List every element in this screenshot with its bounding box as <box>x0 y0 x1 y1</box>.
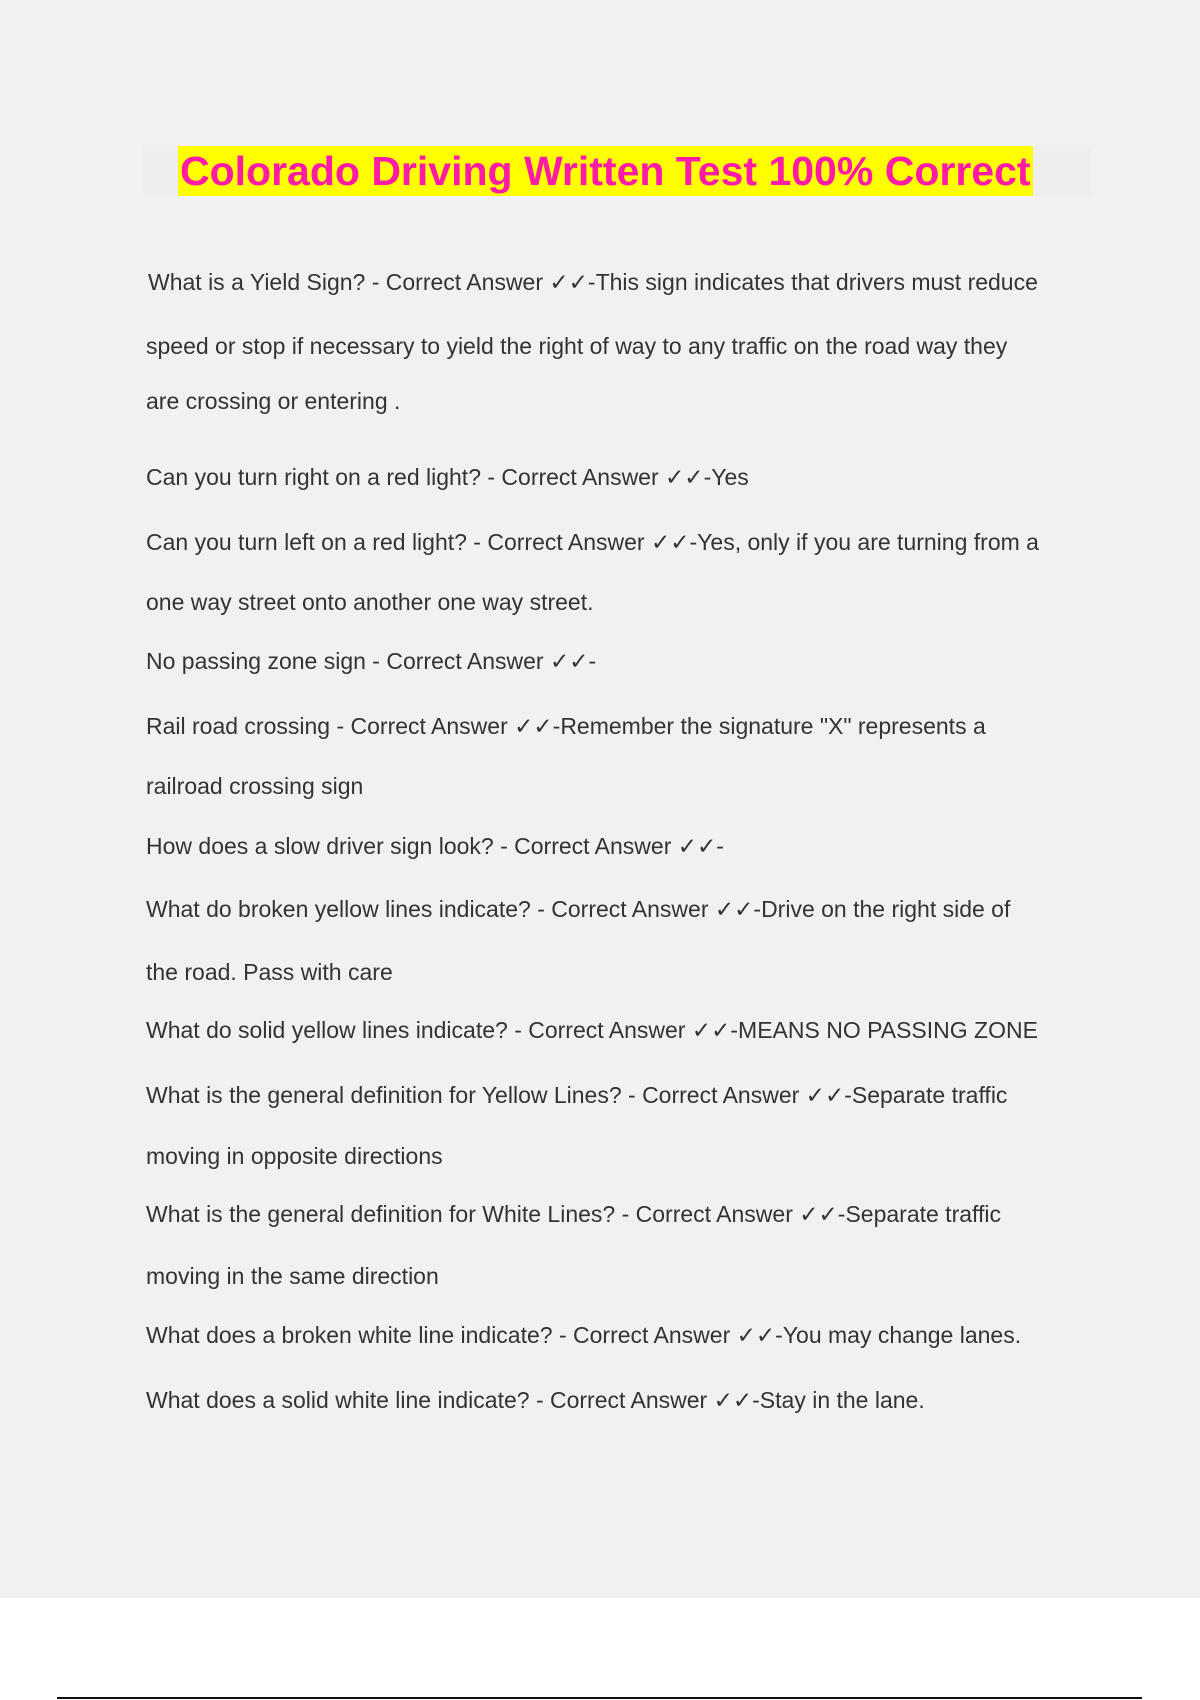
footer-rule <box>57 1697 1142 1699</box>
text-line: railroad crossing sign <box>146 773 364 799</box>
text-line: moving in the same direction <box>146 1263 439 1289</box>
text-line: the road. Pass with care <box>146 959 393 985</box>
text-line: one way street onto another one way street. <box>146 589 594 615</box>
text-line: What is the general definition for White Lines? - Correct Answer ✓✓-Separate traffic <box>146 1201 1001 1227</box>
text-line: moving in opposite directions <box>146 1143 443 1169</box>
text-line: What is a Yield Sign? - Correct Answer ✓✓-This sign indicates that drivers must reduce <box>148 269 1038 295</box>
text-line: Rail road crossing - Correct Answer ✓✓-Remember the signature "X" represents a <box>146 713 986 739</box>
text-line: What does a broken white line indicate? - Correct Answer ✓✓-You may change lanes. <box>146 1322 1022 1348</box>
text-line: What does a solid white line indicate? - Correct Answer ✓✓-Stay in the lane. <box>146 1387 925 1413</box>
text-line: What do broken yellow lines indicate? - Correct Answer ✓✓-Drive on the right side of <box>146 896 1011 922</box>
text-line: What is the general definition for Yellow Lines? - Correct Answer ✓✓-Separate traffic <box>146 1082 1008 1108</box>
document-title: Colorado Driving Written Test 100% Correct <box>180 148 1031 194</box>
text-line: Can you turn left on a red light? - Correct Answer ✓✓-Yes, only if you are turning from a <box>146 529 1039 555</box>
text-line: No passing zone sign - Correct Answer ✓✓- <box>146 648 597 674</box>
text-line: What do solid yellow lines indicate? - Correct Answer ✓✓-MEANS NO PASSING ZONE <box>146 1017 1038 1043</box>
text-line: speed or stop if necessary to yield the right of way to any traffic on the road way they <box>146 333 1008 359</box>
text-line: Can you turn right on a red light? - Correct Answer ✓✓-Yes <box>146 464 749 490</box>
text-line: are crossing or entering . <box>146 388 401 414</box>
text-line: How does a slow driver sign look? - Correct Answer ✓✓- <box>146 833 724 859</box>
